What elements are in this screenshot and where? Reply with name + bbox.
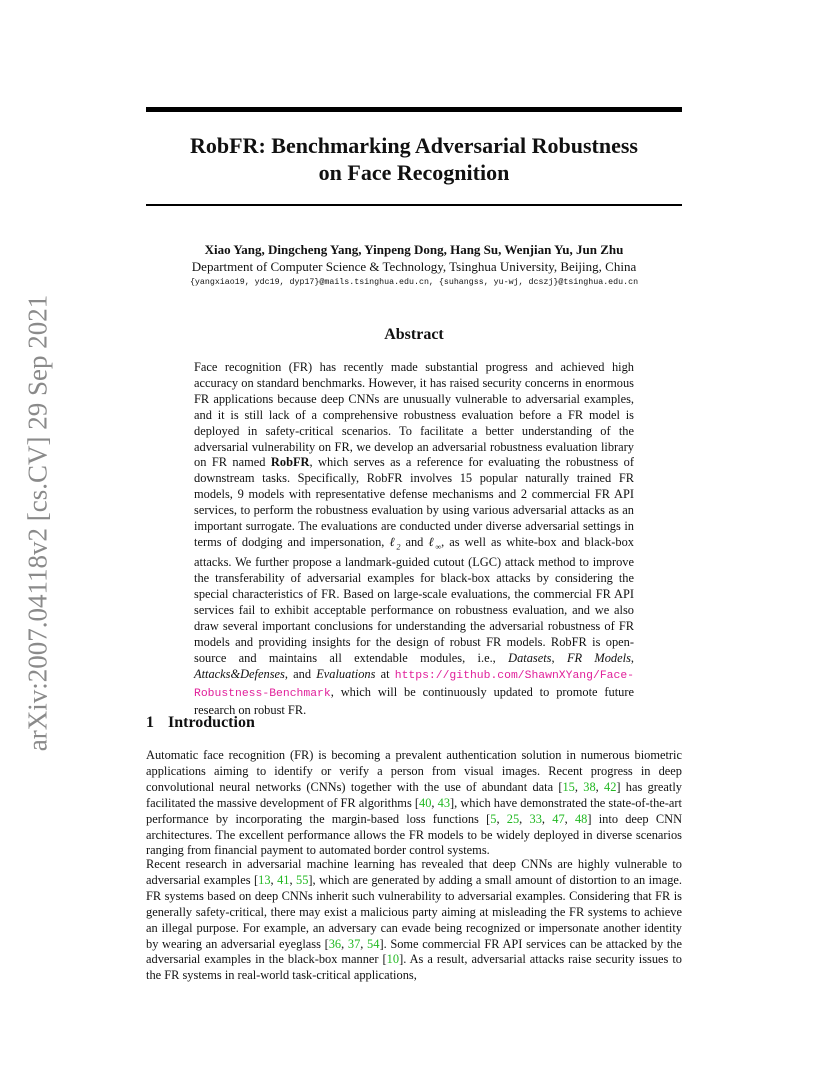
github-link[interactable]: https://github.com/ShawnXYang/Face-Robustness-Benchmark: [194, 669, 634, 700]
abstract-heading: Abstract: [384, 326, 444, 343]
citation-link[interactable]: 33: [529, 811, 542, 826]
citation-link[interactable]: 15: [562, 779, 575, 794]
citation-link[interactable]: 36: [328, 936, 342, 951]
paper-title: [146, 132, 682, 186]
arxiv-stamp-text: arXiv:2007.04118v2 [cs.CV] 29 Sep 2021: [22, 294, 53, 752]
citation-link[interactable]: 13: [258, 872, 271, 887]
intro-paragraph-2: Recent research in adversarial machine learning has revealed that deep CNNs are highly vulnerable to adversarial examples [13, 41, 55], which are generated by adding a small amount of distortion to an image. FR systems based on deep CNNs inherit such vulnerability to adversarial examples. Considering that FR is generally safety-critical, there may exist a malicious party aiming at misleading the FR systems to achieve an illegal purpose. For example, an adversary can evade being recognized or impersonate another identity by wearing an adversarial eyeglass [36, 37, 54]. Some commercial FR API services can be attacked by the adversarial examples in the black-box manner [10]. As a result, adversarial attacks raise security issues to the FR systems in real-world task-critical applications,: [146, 857, 683, 983]
citation-link[interactable]: 38: [583, 779, 596, 794]
citation-link[interactable]: 43: [437, 795, 451, 810]
abstract-text: Face recognition (FR) has recently made substantial progress and achieved high accuracy on standard benchmarks. However, it has raised security concerns in enormous FR applications because deep CNNs are unusually vulnerable to adversarial examples, and it is still lack of a comprehensive robustness evaluation before a FR model is deployed in safety-critical scenarios. To facilitate a better understanding of the adversarial vulnerability on FR, we develop an adversarial robustness evaluation library on FR named RobFR, which serves as a reference for evaluating the robustness of downstream tasks. Specifically, RobFR involves 15 popular naturally trained FR models, 9 models with representative defense mechanisms and 2 commercial FR API services, to perform the robustness evaluation by using various adversarial attacks as an important surrogate. The evaluations are conducted under diverse adversarial settings in terms of dodging and impersonation, ℓ$_2$ and ℓ$_\infty$, as well as white-box and black-box attacks. We further propose a landmark-guided cutout (LGC) attack method to improve the transferability of adversarial examples for black-box attacks by considering the special characteristics of FR. Based on large-scale evaluations, the commercial FR API services fail to exhibit acceptable performance on robustness evaluation, and we also draw several important conclusions for understanding the adversarial robustness of FR models and providing insights for the design of robust FR models. RobFR is open-source and maintains all extendable modules, i.e., Datasets, FR Models, Attacks&Defenses, and Evaluations at https://github.com/ShawnXYang/Face-Robustness-Benchmark, which will be continuously updated to promote future research on robust FR.: [194, 360, 634, 717]
citation-link[interactable]: 54: [367, 936, 380, 951]
citation-link[interactable]: 37: [347, 936, 361, 951]
citation-link[interactable]: 42: [604, 779, 617, 794]
arxiv-stamp: [24, 288, 52, 758]
citation-link[interactable]: 5: [490, 811, 497, 826]
citation-link[interactable]: 10: [386, 952, 400, 967]
author-list: Xiao Yang, Dingcheng Yang, Yinpeng Dong, Hang Su, Wenjian Yu, Jun Zhu: [204, 242, 624, 257]
title-bottom-rule: [146, 204, 682, 206]
l2-norm: ℓ$_2$: [389, 534, 401, 552]
title-line-2: on Face Recognition: [318, 160, 510, 185]
section-heading-introduction: [146, 714, 255, 732]
citation-link[interactable]: 40: [419, 795, 432, 810]
title-top-rule: [146, 107, 682, 112]
citation-link[interactable]: 41: [277, 872, 290, 887]
citation-link[interactable]: 47: [552, 811, 565, 826]
citation-link[interactable]: 48: [574, 811, 588, 826]
title-line-1: RobFR: Benchmarking Adversarial Robustness: [190, 133, 638, 158]
section-number: 1: [146, 714, 154, 731]
linf-norm: ℓ$_\infty$: [428, 534, 442, 552]
intro-paragraph-1: Automatic face recognition (FR) is becoming a prevalent authentication solution in numerous biometric applications aiming to identify or verify a person from visual images. Recent progress in deep convolutional neural networks (CNNs) together with the use of abundant data [15, 38, 42] has greatly facilitated the massive development of FR algorithms [40, 43], which have demonstrated the state-of-the-art performance by incorporating the margin-based loss functions [5, 25, 33, 47, 48] into deep CNN architectures. The excellent performance allows the FR models to be widely deployed in diverse scenarios ranging from financial payment to automated border control systems.: [146, 748, 683, 858]
section-title: Introduction: [168, 714, 255, 731]
library-name: RobFR: [270, 455, 310, 470]
citation-link[interactable]: 55: [296, 872, 309, 887]
author-emails: {yangxiao19, ydc19, dyp17}@mails.tsinghua.edu.cn, {suhangss, yu-wj, dcszj}@tsinghua.edu.cn: [189, 278, 639, 287]
citation-link[interactable]: 25: [506, 811, 520, 826]
affiliation: Department of Computer Science & Technology, Tsinghua University, Beijing, China: [191, 259, 637, 274]
